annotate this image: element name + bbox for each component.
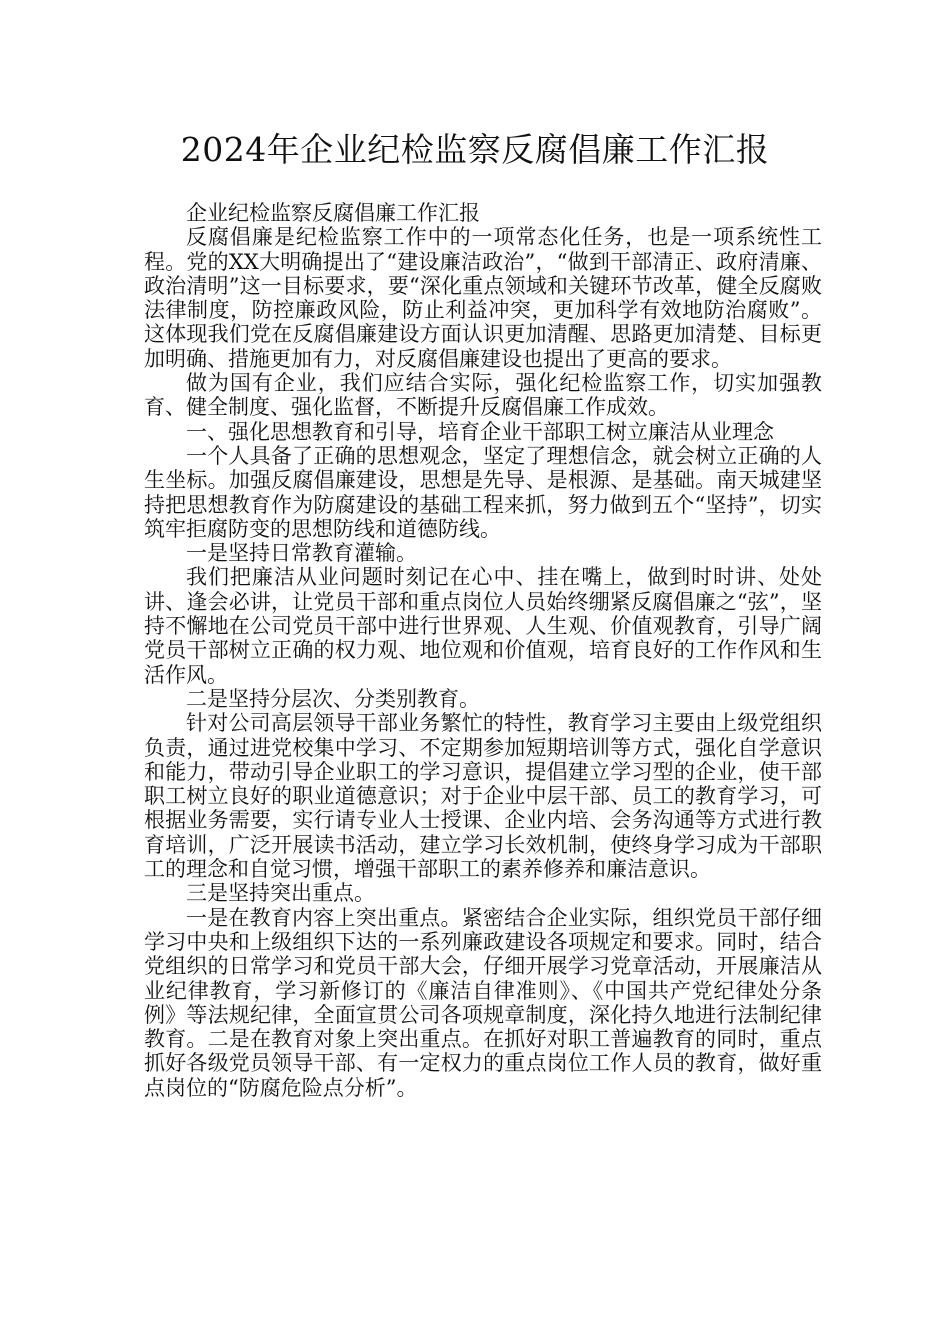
document-body	[144, 201, 822, 1100]
paragraph: 一个人具备了正确的思想观念，坚定了理想信念，就会树立正确的人生坐标。加强反腐倡廉建设，思想是先导、是根源、是基础。南天城建坚持把思想教育作为防腐建设的基础工程来抓，努力做到五个“坚持”，切实筑牢拒腐防变的思想防线和道德防线。	[144, 443, 822, 541]
paragraph: 我们把廉洁从业问题时刻记在心中、挂在嘴上，做到时时讲、处处讲、逢会必讲，让党员干部和重点岗位人员始终绷紧反腐倡廉之“弦”，坚持不懈地在公司党员干部中进行世界观、人生观、价值观教育，引导广阔党员干部树立正确的权力观、地位观和价值观，培育良好的工作作风和生活作风。	[144, 565, 822, 687]
paragraph: 做为国有企业，我们应结合实际，强化纪检监察工作，切实加强教育、健全制度、强化监督，不断提升反腐倡廉工作成效。	[144, 371, 822, 420]
paragraph: 反腐倡廉是纪检监察工作中的一项常态化任务，也是一项系统性工程。党的XX大明确提出了“建设廉洁政治”，“做到干部清正、政府清廉、政治清明”这一目标要求，要“深化重点领域和关键环节改革，健全反腐败法律制度，防控廉政风险，防止利益冲突，更加科学有效地防治腐败”。这体现我们党在反腐倡廉建设方面认识更加清醒、思路更加清楚、目标更加明确、措施更加有力，对反腐倡廉建设也提出了更高的要求。	[144, 225, 822, 371]
paragraph: 针对公司高层领导干部业务繁忙的特性，教育学习主要由上级党组织负责，通过进党校集中学习、不定期参加短期培训等方式，强化自学意识和能力，带动引导企业职工的学习意识，提倡建立学习型的企业，使干部职工树立良好的职业道德意识；对于企业中层干部、员工的教育学习，可根据业务需要，实行请专业人士授课、企业内培、会务沟通等方式进行教育培训，广泛开展读书活动，建立学习长效机制，使终身学习成为干部职工的理念和自觉习惯，增强干部职工的素养修养和廉洁意识。	[144, 711, 822, 882]
subsection-heading: 二是坚持分层次、分类别教育。	[186, 686, 480, 711]
document-title: 2024年企业纪检监察反腐倡廉工作汇报	[180, 130, 770, 169]
section-heading: 一、强化思想教育和引导，培育企业干部职工树立廉洁从业理念	[186, 419, 774, 444]
subsection-heading: 一是坚持日常教育灌输。	[186, 541, 417, 566]
subsection-heading: 三是坚持突出重点。	[186, 881, 375, 906]
paragraph-subtitle: 企业纪检监察反腐倡廉工作汇报	[186, 201, 480, 225]
paragraph: 一是在教育内容上突出重点。紧密结合企业实际，组织党员干部仔细学习中央和上级组织下达的一系列廉政建设各项规定和要求。同时，结合党组织的日常学习和党员干部大会，仔细开展学习党章活动，开展廉洁从业纪律教育，学习新修订的《廉洁自律准则》、《中国共产党纪律处分条例》等法规纪律，全面宣贯公司各项规章制度，深化持久地进行法制纪律教育。二是在教育对象上突出重点。在抓好对职工普遍教育的同时，重点抓好各级党员领导干部、有一定权力的重点岗位工作人员的教育，做好重点岗位的“防腐危险点分析”。	[144, 905, 822, 1100]
